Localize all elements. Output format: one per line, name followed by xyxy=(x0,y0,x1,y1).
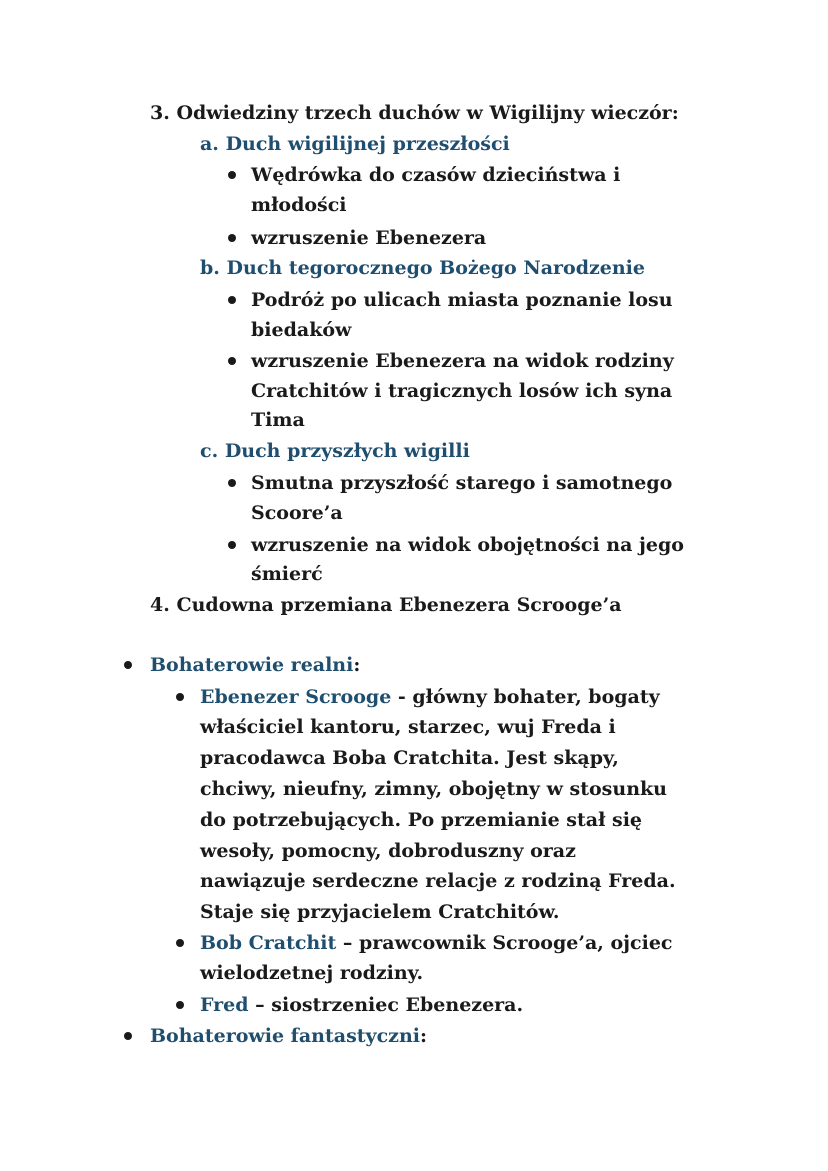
character-desc: – siostrzeniec Ebenezera. xyxy=(248,994,524,1016)
character-bob xyxy=(200,928,673,958)
bullet-icon xyxy=(228,234,236,242)
character-desc-cont: wesoły, pomocny, dobroduszny oraz xyxy=(200,840,576,862)
bullet-text-cont: biedaków xyxy=(251,319,352,341)
sub-item-label: a. xyxy=(200,133,219,155)
character-desc-cont: wielodzetnej rodziny. xyxy=(200,962,424,984)
character-name: Bob Cratchit xyxy=(200,932,337,954)
item-number: 3. xyxy=(150,102,170,124)
bullet-text-cont: Tima xyxy=(251,409,305,431)
bullet-icon xyxy=(124,661,132,669)
bullet-text-cont: śmierć xyxy=(251,563,323,585)
character-desc-cont: do potrzebujących. Po przemianie stał się xyxy=(200,809,643,831)
bullet-text: wzruszenie Ebenezera xyxy=(251,227,487,249)
character-desc-cont: właściciel kantoru, starzec, wuj Freda i xyxy=(200,716,616,738)
bullet-text-cont: Cratchitów i tragicznych losów ich syna xyxy=(251,380,673,402)
bullet-text: wzruszenie Ebenezera na widok rodziny xyxy=(251,350,674,372)
bullet-text: Podróż po ulicach miasta poznanie losu xyxy=(251,289,673,311)
character-desc-cont: pracodawca Boba Cratchita. Jest skąpy, xyxy=(200,747,619,769)
bullet-icon xyxy=(124,1032,132,1040)
character-scrooge xyxy=(200,682,660,712)
bullet-icon xyxy=(228,479,236,487)
outline-item-3 xyxy=(150,98,679,128)
bullet-text: Smutna przyszłość starego i samotnego xyxy=(251,472,673,494)
item-number: 4. xyxy=(150,594,170,616)
sub-item-label: b. xyxy=(200,257,220,279)
bullet-text: Wędrówka do czasów dzieciństwa i xyxy=(251,164,621,186)
bullet-text-cont: Scoore’a xyxy=(251,502,343,524)
section-heading-real xyxy=(150,650,360,680)
heading-text: Bohaterowie realni xyxy=(150,654,354,676)
character-name: Ebenezer Scrooge xyxy=(200,686,392,708)
character-desc-cont: Staje się przyjacielem Cratchitów. xyxy=(200,901,560,923)
sub-item-title: Duch tegorocznego Bożego Narodzenie xyxy=(226,257,645,279)
sub-item-label: c. xyxy=(200,440,219,462)
bullet-icon xyxy=(228,296,236,304)
heading-text: Bohaterowie fantastyczni xyxy=(150,1025,420,1047)
bullet-icon xyxy=(228,171,236,179)
character-desc: - główny bohater, bogaty xyxy=(391,686,660,708)
section-heading-fantastic xyxy=(150,1021,427,1051)
heading-colon: : xyxy=(353,654,361,676)
bullet-icon xyxy=(176,1001,184,1009)
bullet-icon xyxy=(176,939,184,947)
heading-colon: : xyxy=(419,1025,427,1047)
character-fred xyxy=(200,990,523,1020)
bullet-icon xyxy=(228,541,236,549)
bullet-icon xyxy=(228,357,236,365)
sub-item-c xyxy=(200,436,470,466)
character-desc-cont: chciwy, nieufny, zimny, obojętny w stosunku xyxy=(200,778,667,800)
outline-item-4 xyxy=(150,590,622,620)
character-desc: – prawcownik Scrooge’a, ojciec xyxy=(336,932,673,954)
bullet-icon xyxy=(176,693,184,701)
character-name: Fred xyxy=(200,994,249,1016)
sub-item-a xyxy=(200,129,510,159)
character-desc-cont: nawiązuje serdeczne relacje z rodziną Freda. xyxy=(200,870,676,892)
item-text: Odwiedziny trzech duchów w Wigilijny wieczór: xyxy=(176,102,679,124)
item-text: Cudowna przemiana Ebenezera Scrooge’a xyxy=(176,594,622,616)
bullet-text-cont: młodości xyxy=(251,194,347,216)
sub-item-title: Duch przyszłych wigilli xyxy=(224,440,470,462)
sub-item-title: Duch wigilijnej przeszłości xyxy=(225,133,510,155)
bullet-text: wzruszenie na widok obojętności na jego xyxy=(251,534,684,556)
sub-item-b xyxy=(200,253,645,283)
